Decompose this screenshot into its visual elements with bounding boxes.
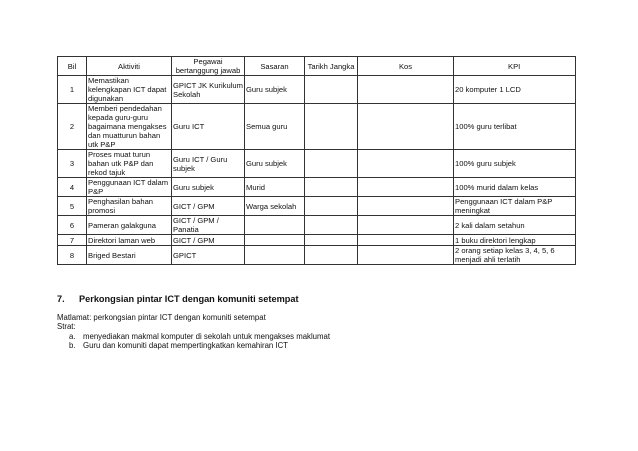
cell-tarikh [305,235,358,246]
table-row [58,178,576,197]
cell-sasaran [245,246,305,265]
table-row [58,76,576,104]
cell-pegawai: GPICT [172,246,245,265]
cell-sasaran: Guru subjek [245,150,305,178]
cell-aktiviti: Proses muat turun bahan utk P&P dan rekod tajuk [87,150,172,178]
cell-aktiviti: Pameran galakguna [87,216,172,235]
cell-sasaran: Semua guru [245,104,305,150]
cell-tarikh [305,197,358,216]
cell-pegawai: Guru ICT / Guru subjek [172,150,245,178]
cell-bil: 5 [58,197,87,216]
section-title: Perkongsian pintar ICT dengan komuniti setempat [79,294,299,304]
cell-kos [358,235,454,246]
list-marker: b. [69,341,76,350]
cell-pegawai: GICT / GPM [172,197,245,216]
cell-pegawai: GICT / GPM [172,235,245,246]
cell-kos [358,76,454,104]
table-row [58,216,576,235]
cell-pegawai: GICT / GPM / Panatia [172,216,245,235]
cell-sasaran: Guru subjek [245,76,305,104]
cell-kpi: 100% murid dalam kelas [454,178,576,197]
matlamat-text: Matlamat: perkongsian pintar ICT dengan komuniti setempat [57,313,266,322]
cell-bil: 2 [58,104,87,150]
cell-pegawai: GPICT JK Kurikulum Sekolah [172,76,245,104]
col-header-sasaran: Sasaran [245,57,305,76]
section-number: 7. [57,294,65,304]
cell-kos [358,197,454,216]
col-header-kpi: KPI [454,57,576,76]
cell-aktiviti: Penghasilan bahan promosi [87,197,172,216]
strat-label: Strat: [57,322,76,331]
cell-tarikh [305,246,358,265]
cell-bil: 4 [58,178,87,197]
col-header-kos: Kos [358,57,454,76]
cell-tarikh [305,216,358,235]
cell-bil: 8 [58,246,87,265]
list-text: Guru dan komuniti dapat mempertingkatkan kemahiran ICT [83,341,288,350]
activity-table [57,56,576,265]
table-row [58,150,576,178]
cell-kpi: 100% guru terlibat [454,104,576,150]
table-header-row [58,57,576,76]
cell-sasaran: Warga sekolah [245,197,305,216]
list-marker: a. [69,332,76,341]
cell-kpi: 2 kali dalam setahun [454,216,576,235]
cell-kos [358,178,454,197]
cell-tarikh [305,178,358,197]
list-text: menyediakan makmal komputer di sekolah untuk mengakses maklumat [83,332,331,341]
cell-tarikh [305,150,358,178]
cell-kpi: 2 orang setiap kelas 3, 4, 5, 6 menjadi ahli terlatih [454,246,576,265]
col-header-tarikh: Tarikh Jangka [305,57,358,76]
cell-sasaran [245,216,305,235]
cell-tarikh [305,104,358,150]
cell-sasaran: Murid [245,178,305,197]
list-item [69,332,330,341]
cell-bil: 3 [58,150,87,178]
cell-pegawai: Guru ICT [172,104,245,150]
cell-aktiviti: Briged Bestari [87,246,172,265]
cell-aktiviti: Memastikan kelengkapan ICT dapat digunakan [87,76,172,104]
cell-kpi: Penggunaan ICT dalam P&P meningkat [454,197,576,216]
list-item [69,341,288,350]
cell-aktiviti: Direktori laman web [87,235,172,246]
table-row [58,197,576,216]
cell-kpi: 20 komputer 1 LCD [454,76,576,104]
cell-bil: 6 [58,216,87,235]
table-row [58,235,576,246]
col-header-pegawai: Pegawai bertanggung jawab [172,57,245,76]
cell-kos [358,216,454,235]
cell-bil: 1 [58,76,87,104]
cell-bil: 7 [58,235,87,246]
cell-sasaran [245,235,305,246]
cell-aktiviti: Memberi pendedahan kepada guru-guru bagaimana mengakses dan muatturun bahan utk P&P [87,104,172,150]
cell-tarikh [305,76,358,104]
col-header-bil: Bil [58,57,87,76]
cell-kpi: 1 buku direktori lengkap [454,235,576,246]
section-heading [57,294,299,304]
col-header-aktiviti: Aktiviti [87,57,172,76]
table-row [58,104,576,150]
cell-kos [358,104,454,150]
table-row [58,246,576,265]
cell-kpi: 100% guru subjek [454,150,576,178]
cell-kos [358,150,454,178]
cell-kos [358,246,454,265]
cell-aktiviti: Penggunaan ICT dalam P&P [87,178,172,197]
cell-pegawai: Guru subjek [172,178,245,197]
